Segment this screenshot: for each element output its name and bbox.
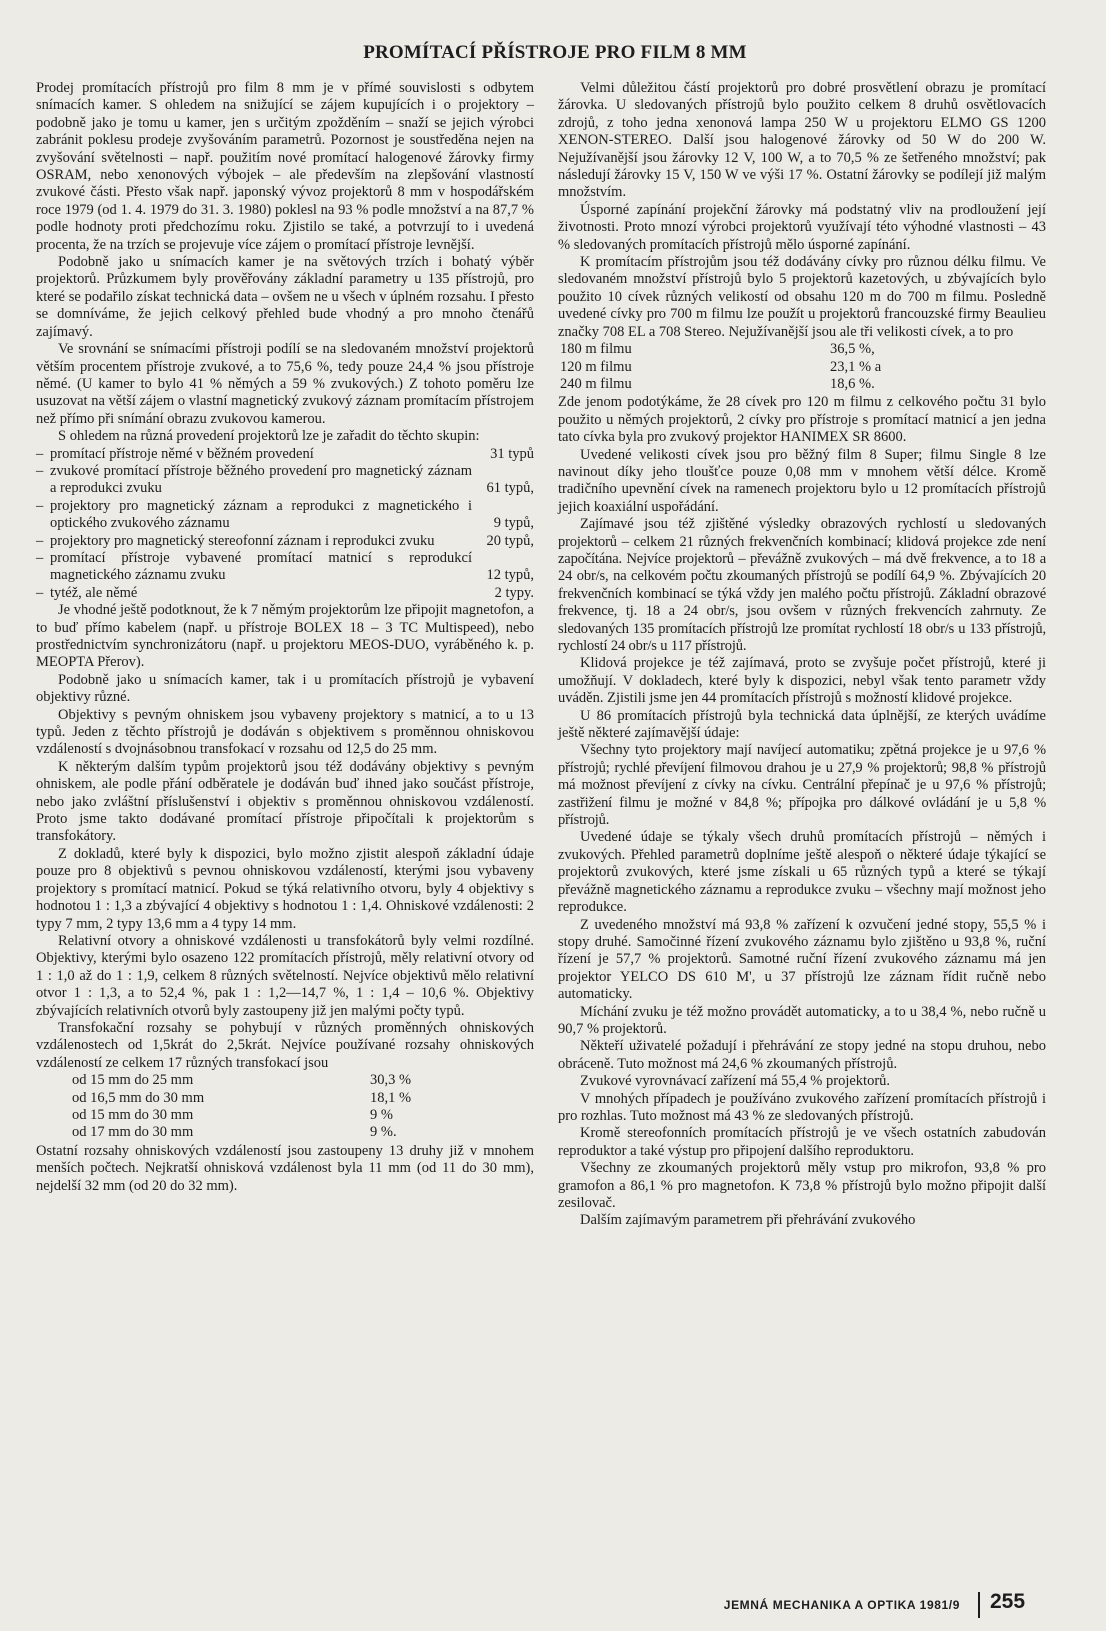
paragraph: Všechny tyto projektory mají navíjecí automatiku; zpětná projekce je u 97,6 % přístrojů; rychlé převíjení filmovou drahou je u 27,9 % projektorů; 98,8 % přístrojů má možnost převíjení z cívky na cívku. Centrální přepínač je u 97,6 % přístrojů; zastřižení filmu je možné v 84,8 %; přípojka pro dálkové ovládání je u 5,8 % přístrojů. [558, 742, 1046, 829]
reel-size-table [558, 341, 950, 393]
list-item: – projektory pro magnetický záznam a reprodukci z magnetického i optického zvukového záznamu 9 typů, [36, 497, 534, 532]
page-footer [712, 1590, 1052, 1620]
paragraph: Úsporné zapínání projekční žárovky má podstatný vliv na prodloužení její životnosti. Proto mnozí výrobci projektorů využívají této výhodné vlastnosti – 43 % sledovaných promítacích přístrojů mělo úsporné zapínání. [558, 201, 1046, 253]
zoom-range-table [36, 1072, 430, 1142]
paragraph: Kromě stereofonních promítacích přístrojů je ve všech ostatních zabudován reproduktor a také výstup pro připojení dalšího reproduktoru. [558, 1125, 1046, 1159]
paragraph: U 86 promítacích přístrojů byla technická data úplnější, ze kterých uvádíme ještě některé zajímavější údaje: [558, 707, 1046, 742]
list-item: – promítací přístroje němé v běžném provedení 31 typů [36, 445, 534, 462]
paragraph: Z uvedeného množství má 93,8 % zařízení k ozvučení jedné stopy, 55,5 % i stopy druhé. Samočinné řízení zvukového záznamu bylo zjištěno u 93,8 %, ruční řízení je 57,7 % projektorů. Samotné ruční řízení zvukového záznamu má jen projektor YELCO DS 610 M', u 37 přístrojů lze záznam řídit ručně nebo automaticky. [558, 916, 1046, 1003]
table-row: 240 m filmu 18,6 %. [560, 375, 875, 392]
page-number: 255 [990, 1590, 1026, 1613]
table-row: 180 m filmu 36,5 %, [560, 341, 875, 358]
table-row: od 15 mm do 30 mm 9 % [72, 1106, 393, 1123]
paragraph: Míchání zvuku je též možno provádět automaticky, a to u 38,4 %, nebo ručně u 90,7 % projektorů. [558, 1003, 1046, 1037]
paragraph: K některým dalším typům projektorů jsou též dodávány objektivy s pevným ohniskem, ale podle přání odběratele je dodáván buď ihned jako součást přístroje, nebo jako zvláštní příslušenství i objektiv s proměnnou ohniskovou vzdáleností. Proto jsme takto dodávané promítací přístroje připočítali k projektorům s transfokátory. [36, 758, 534, 845]
paragraph: K promítacím přístrojům jsou též dodávány cívky pro různou délku filmu. Ve sledovaném množství přístrojů bylo 5 projektorů kazetových, u zbývajících bylo použito 10 cívek různých velikostí od obsahu 120 m do 700 m filmu. Posledně uvedené cívky pro 700 m filmu lze použít u projektorů francouzské firmy Beaulieu značky 708 EL a 708 Stereo. Nejužívanější jsou ale tři velikosti cívek, a to pro [558, 254, 1046, 340]
paragraph: Ve srovnání se snímacími přístroji podílí se na sledovaném množství projektorů větším procentem přístroje zvukové, a to 75,6 %, tedy pouze 24,4 % jsou přístroje němé. (U kamer to bylo 41 % němých a 59 % zvukových.) Z tohoto poměru lze usuzovat na větší zájem o vlastní magnetický zvukový záznam promítacím přístrojem než přímo při snímání obrazu zvukovou kamerou. [36, 341, 534, 427]
list-item: – projektory pro magnetický stereofonní záznam i reprodukci zvuku 20 typů, [36, 532, 534, 549]
paragraph: Transfokační rozsahy se pohybují v různých proměnných ohniskových vzdálenostech od 1,5krát do 2,5krát. Nejvíce používané rozsahy ohniskových vzdáleností ze celkem 17 různých transfokací jsou [36, 1019, 534, 1071]
footer-divider [978, 1592, 980, 1618]
paragraph: Je vhodné ještě podotknout, že k 7 němým projektorům lze připojit magnetofon, a to buď přímo kabelem (např. u přístroje BOLEX 18 – 3 TC Multispeed), nebo prostřednictvím synchronizátoru (např. u projektoru MEOS-DUO, vyráběného k. p. MEOPTA Přerov). [36, 602, 534, 671]
table-row: od 17 mm do 30 mm 9 %. [72, 1124, 397, 1141]
list-item: – zvukové promítací přístroje běžného provedení pro magnetický záznam a reprodukci zvuku 61 typů, [36, 462, 534, 497]
paragraph: V mnohých případech je používáno zvukového zařízení promítacích přístrojů i pro rozhlas. Tuto možnost má 43 % ze sledovaných přístrojů. [558, 1090, 1046, 1124]
journal-name: JEMNÁ MECHANIKA A OPTIKA 1981/9 [723, 1598, 960, 1612]
paragraph: Někteří uživatelé požadují i přehrávání ze stopy jedné na stopu druhou, nebo obráceně. Tuto možnost má 24,6 % zkoumaných přístrojů. [558, 1038, 1046, 1072]
paragraph: Podobně jako u snímacích kamer, tak i u promítacích přístrojů je vybavení objektivy různé. [36, 671, 534, 706]
list-item: – tytéž, ale němé 2 typy. [36, 584, 534, 601]
paragraph: Uvedené velikosti cívek jsou pro běžný film 8 Super; filmu Single 8 lze navinout díky jeho tloušťce pouze 0,08 mm v mnohem větší délce. Kromě tradičního upevnění cívek na ramenech projektoru bylo u 12 promítacích přístrojů jejich koaxiální uspořádání. [558, 446, 1046, 515]
projector-groups-list [36, 446, 534, 603]
paragraph: Dalším zajímavým parametrem při přehrávání zvukového [580, 1212, 916, 1229]
paragraph: Klidová projekce je též zajímavá, proto se zvyšuje počet přístrojů, které ji umožňují. V dokladech, které byly k dispozici, nebyl však tento parametr vždy uváděn. Zjistili jsme jen 44 promítacích přístrojů s možností klidové projekce. [558, 655, 1046, 707]
paragraph: Relativní otvory a ohniskové vzdálenosti u transfokátorů byly velmi rozdílné. Objektivy, kterými bylo osazeno 122 promítacích přístrojů, měly relativní otvory od 1 : 1,0 až do 1 : 1,9, celkem 8 různých světelností. Nejvíce objektivů mělo relativní otvor 1 : 1,3, a to 52,4 %, pak 1 : 1,2—14,7 %, 1 : 1,4 – 10,6 %. Objektivy zbývajících relativních otvorů byly zastoupeny již jen malými počty typů. [36, 932, 534, 1019]
paragraph: Prodej promítacích přístrojů pro film 8 mm je v přímé souvislosti s odbytem snímacích kamer. S ohledem na snižující se zájem kupujících i o projektory – podobně jako je tomu u kamer, jen s určitým zpožděním – snaží se jejich výrobci zabránit poklesu prodeje zvyšováním parametrů. Pozornost je soustředěna nejen na zvyšování světelnosti – např. použitím nové promítací halogenové žárovky firmy OSRAM, nebo xenonových výbojek – ale především na zlepšování vlastností zvukové části. Přesto však např. japonský vývoz projektorů 8 mm v hospodářském roce 1979 (od 1. 4. 1979 do 31. 3. 1980) poklesl na 93 % podle množství a na 87,7 % podle hodnoty proti předchozímu roku. Zjistilo se také, a potvrzují to i uvedená procenta, že na trzích se projevuje více zájem o promítací přístroje levnější. [36, 80, 534, 253]
paragraph: Velmi důležitou částí projektorů pro dobré prosvětlení obrazu je promítací žárovka. U sledovaných přístrojů bylo použito celkem 8 druhů osvětlovacích zdrojů, z toho jedna xenonová lampa 250 W u projektoru ELMO GS 1200 XENON-STEREO. Další jsou halogenové žárovky od 50 W do 200 W. Nejužívanější jsou žárovky 12 V, 100 W, a to 70,5 % ze šetřeného množství; pak následují žárovky 15 V, 150 W ve výši 17 %. Ostatní žárovky se podílejí již malým množstvím. [558, 80, 1046, 201]
paragraph: Všechny ze zkoumaných projektorů měly vstup pro mikrofon, 93,8 % pro gramofon a 86,1 % pro magnetofon. K 73,8 % přístrojů bylo možno připojit další zesilovač. [558, 1160, 1046, 1211]
left-column [36, 80, 534, 1195]
paragraph: Ostatní rozsahy ohniskových vzdáleností jsou zastoupeny 13 druhy již v mnohem menších počtech. Nejkratší ohnisková vzdálenost byla 11 mm (od 11 do 30 mm), nejdelší 32 mm (od 20 do 32 mm). [36, 1142, 534, 1194]
paragraph: Zajímavé jsou též zjištěné výsledky obrazových rychlostí u sledovaných projektorů – celkem 21 různých frekvenčních kombinací; klidová projekce zde není započítána. Nejvíce projektorů – převážně zvukových – má dvě frekvence, a to 18 a 24 obr/s, na celkovém počtu zkoumaných přístrojů se podílí 64,9 %. Zbývajících 20 frekvenčních kombinací se týká vždy jen malého počtu přístrojů. Základní obrazové frekvence, tj. 18 a 24 obr/s, jsou ovšem v různých frekvencích zahrnuty. Ze sledovaných 135 promítacích přístrojů lze promítat rychlostí 18 obr/s u 133 přístrojů, rychlostí 24 obr/s u 117 přístrojů. [558, 516, 1046, 654]
paragraph: Zde jenom podotýkáme, že 28 cívek pro 120 m filmu z celkového počtu 31 bylo použito u němých projektorů, 2 cívky pro přístroje s promítací matnicí a jen jedna tato cívka byla pro zvukový projektor HANIMEX SR 8600. [558, 394, 1046, 446]
paragraph: Uvedené údaje se týkaly všech druhů promítacích přístrojů – němých i zvukových. Přehled parametrů doplníme ještě alespoň o některé údaje týkající se projektorů zvukových, které jsme získali u 65 různých typů a které se týkají převážně magnetického záznamu a reprodukce zvuku – všechny mají možnost jeho reprodukce. [558, 829, 1046, 916]
right-column [558, 80, 1046, 1230]
table-row: 120 m filmu 23,1 % a [560, 358, 882, 375]
paragraph: Podobně jako u snímacích kamer je na světových trzích i bohatý výběr projektorů. Průzkumem byly prověřovány základní parametry u 135 přístrojů, pro které se podařilo získat technická data – ovšem ne u všech v úplném rozsahu. I přesto se domníváme, že jejich celkový přehled bude vhodný a pro mnoho čtenářů zajímavý. [36, 254, 534, 340]
paragraph: S ohledem na různá provedení projektorů lze je zařadit do těchto skupin: [58, 428, 480, 445]
paragraph: Objektivy s pevným ohniskem jsou vybaveny projektory s matnicí, a to u 13 typů. Jeden z těchto přístrojů je dodáván s objektivem s proměnnou ohniskovou vzdáleností s dvojnásobnou transfokací v rozsahu od 12,5 do 25 mm. [36, 706, 534, 758]
table-row: od 16,5 mm do 30 mm 18,1 % [72, 1089, 412, 1106]
article-title: PROMÍTACÍ PŘÍSTROJE PRO FILM 8 MM [363, 42, 747, 63]
list-item: – promítací přístroje vybavené promítací matnicí s reprodukcí magnetického záznamu zvuku 12 typů, [36, 549, 534, 584]
paragraph: Zvukové vyrovnávací zařízení má 55,4 % projektorů. [580, 1073, 891, 1090]
paragraph: Z dokladů, které byly k dispozici, bylo možno zjistit alespoň základní údaje pouze pro 8 objektivů s pevnou ohniskovou vzdáleností, kterými jsou vybaveny projektory s promítací matnicí. Pokud se týká relativního otvoru, byly 4 objektivy s hodnotou 1 : 1,3 a zbývající 4 objektivy s hodnotou 1 : 1,4. Ohniskové vzdálenosti: 2 typy 7 mm, 2 typy 13,6 mm a 4 typy 14 mm. [36, 845, 534, 932]
table-row: od 15 mm do 25 mm 30,3 % [72, 1072, 412, 1089]
